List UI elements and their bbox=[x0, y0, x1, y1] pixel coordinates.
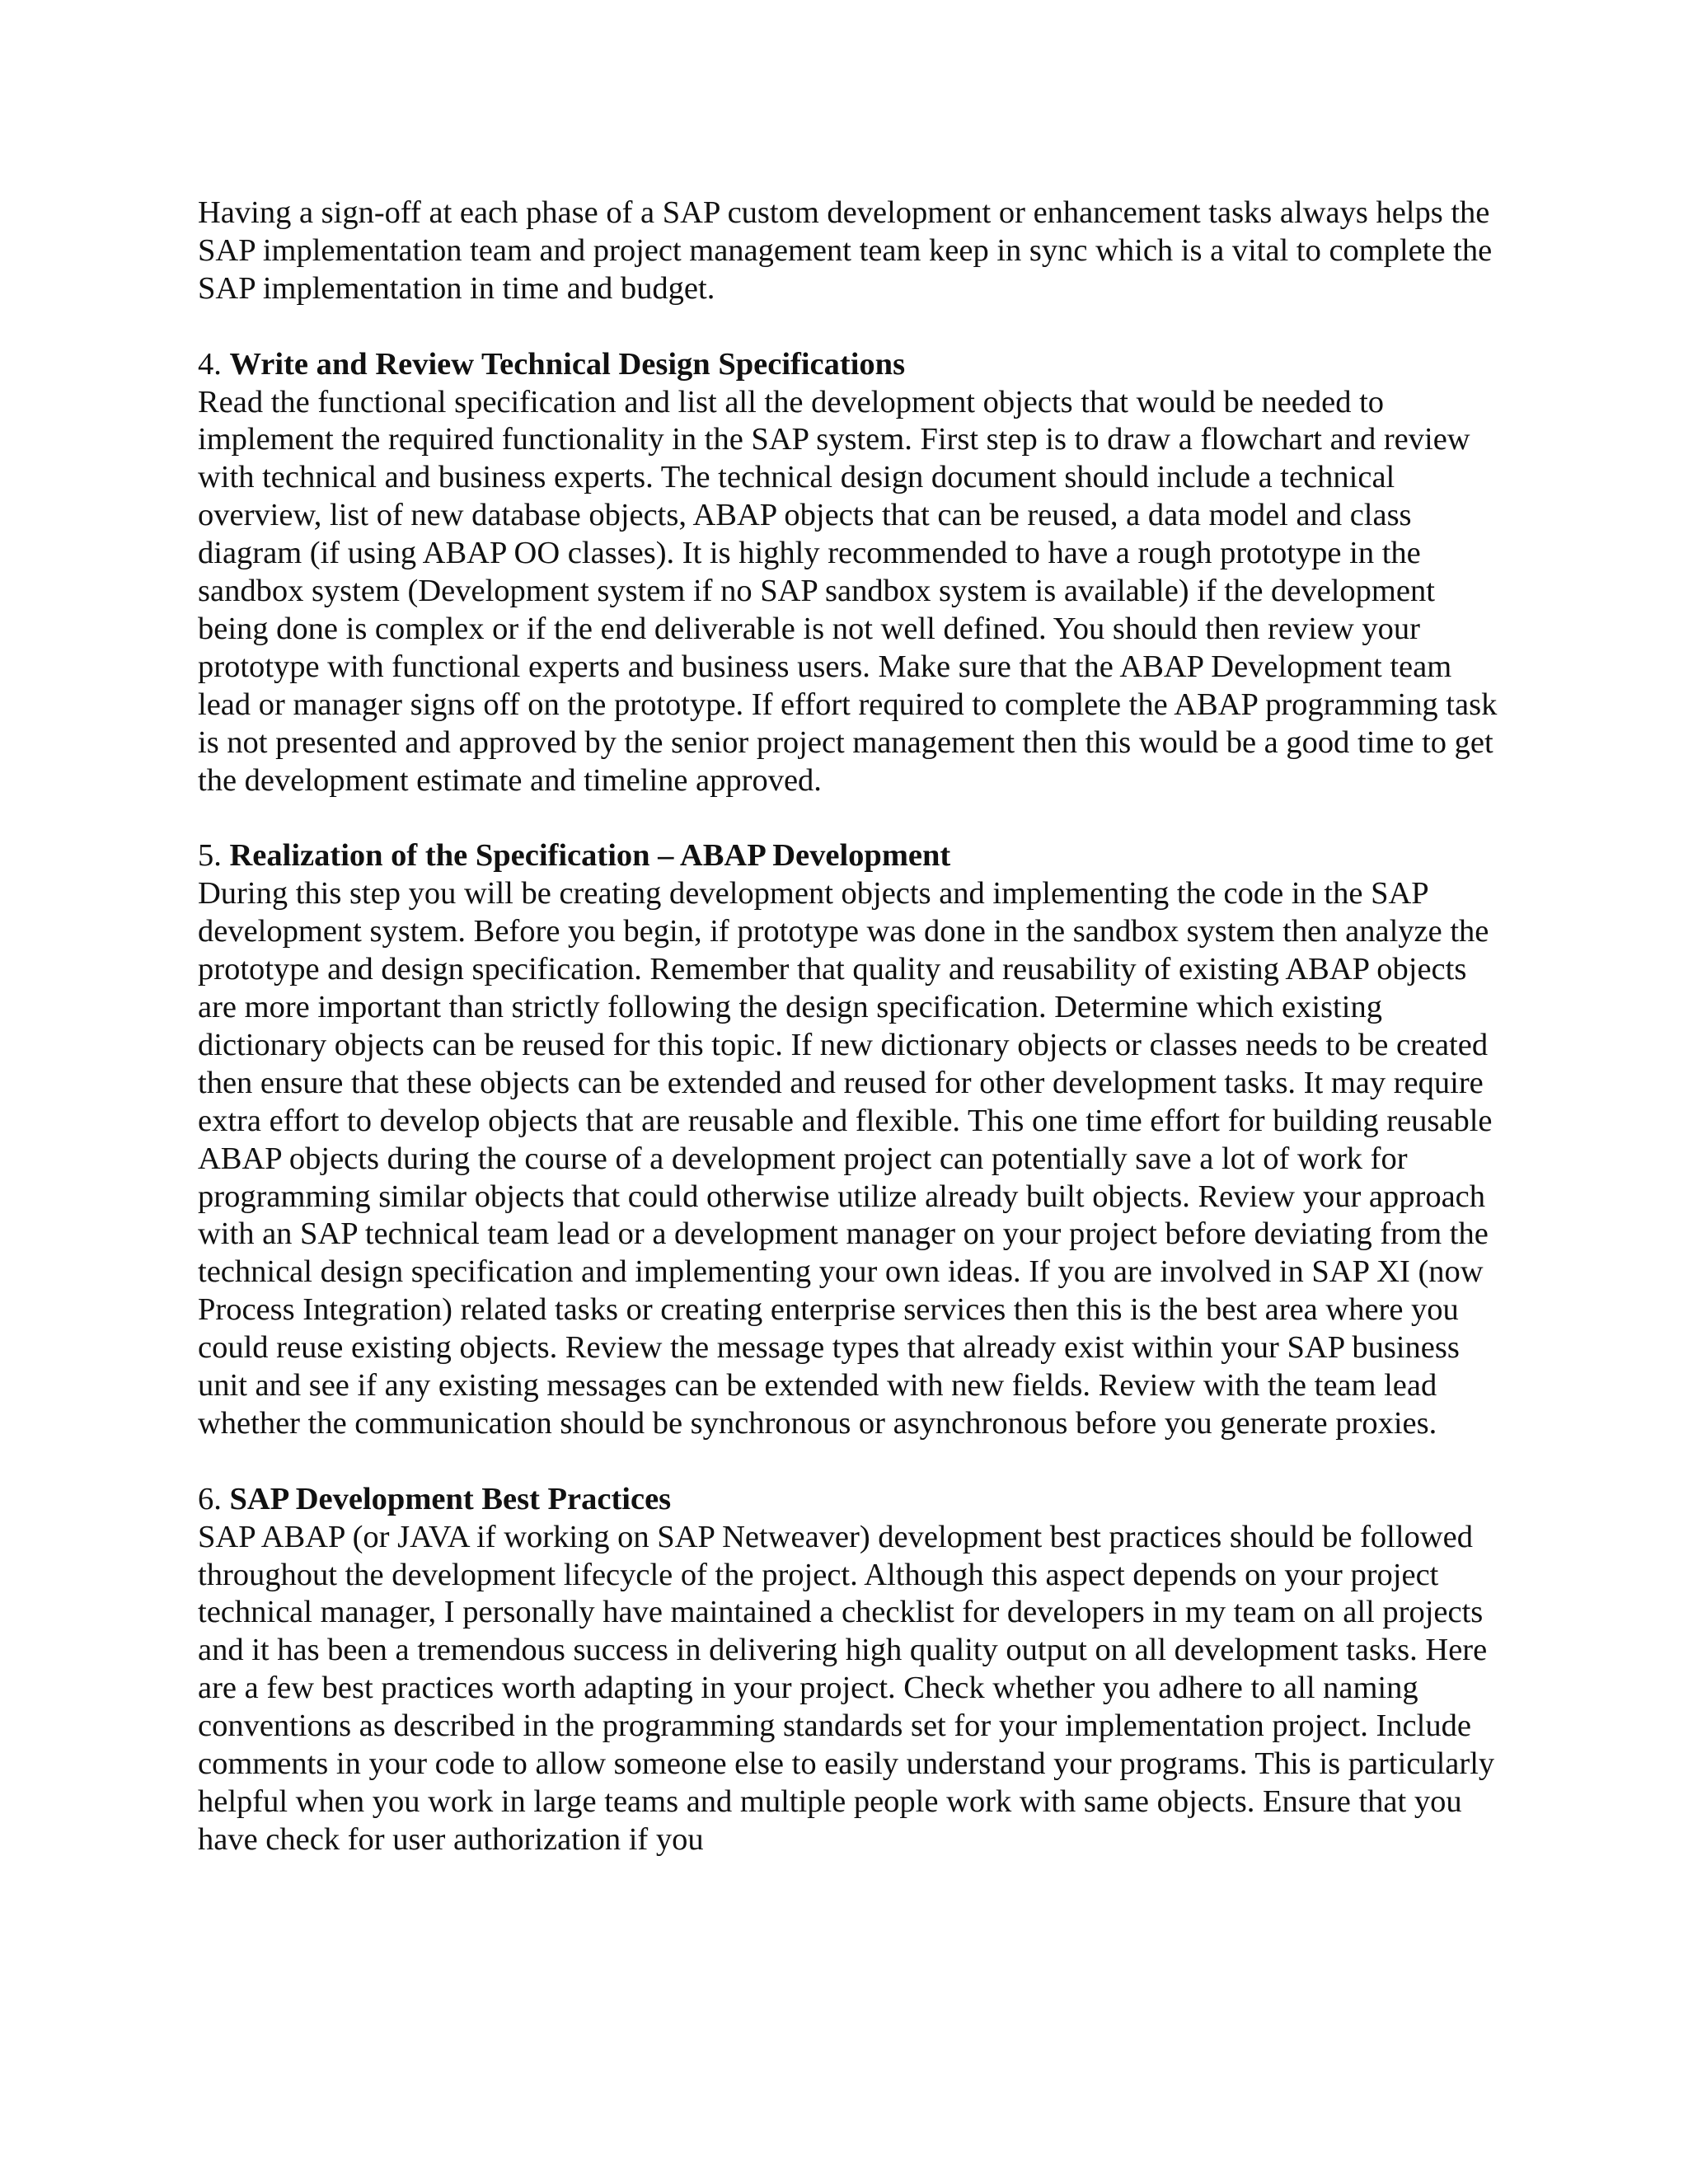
section-body: SAP ABAP (or JAVA if working on SAP Netweaver) development best practices should be followed throughout the development lifecycle of the project. Although this aspect depends on your project technical manager, I personally have maintained a checklist for developers in my team on all projects and it has been a tremendous success in delivering high quality output on all development tasks. Here are a few best practices worth adapting in your project. Check whether you adhere to all naming conventions as described in the programming standards set for your implementation project. Include comments in your code to allow someone else to easily understand your programs. This is particularly helpful when you work in large teams and multiple people work with same objects. Ensure that you have check for user authorization if you bbox=[198, 1519, 1495, 1857]
document-body bbox=[198, 194, 1500, 1897]
section-number: 4. bbox=[198, 346, 222, 382]
section-heading bbox=[198, 346, 1500, 384]
section-title: Write and Review Technical Design Specifications bbox=[229, 346, 906, 382]
section-body: Read the functional specification and list all the development objects that would be needed to implement the required functionality in the SAP system. First step is to draw a flowchart and review with technical and business experts. The technical design document should include a technical overview, list of new database objects, ABAP objects that can be reused, a data model and class diagram (if using ABAP OO classes). It is highly recommended to have a rough prototype in the sandbox system (Development system if no SAP sandbox system is available) if the development being done is complex or if the end deliverable is not well defined. You should then review your prototype with functional experts and business users. Make sure that the ABAP Development team lead or manager signs off on the prototype. If effort required to complete the ABAP programming task is not presented and approved by the senior project management then this would be a good time to get the development estimate and timeline approved. bbox=[198, 384, 1498, 798]
intro-paragraph: Having a sign-off at each phase of a SAP custom development or enhancement tasks always helps the SAP implementation team and project management team keep in sync which is a vital to complete the SAP implementation in time and budget. bbox=[198, 195, 1493, 306]
section-4 bbox=[198, 346, 1500, 800]
section-number: 6. bbox=[198, 1481, 222, 1516]
section-number: 5. bbox=[198, 838, 222, 874]
section-heading bbox=[198, 1481, 1500, 1519]
section-heading bbox=[198, 837, 1500, 875]
section-title: Realization of the Specification – ABAP Development bbox=[229, 838, 951, 874]
section-body: During this step you will be creating development objects and implementing the code in the SAP development system. Before you begin, if prototype was done in the sandbox system then analyze the prototype and design specification. Remember that quality and reusability of existing ABAP objects are more important than strictly following the design specification. Determine which existing dictionary objects can be reused for this topic. If new dictionary objects or classes needs to be created then ensure that these objects can be extended and reused for other development tasks. It may require extra effort to develop objects that are reusable and flexible. This one time effort for building reusable ABAP objects during the course of a development project can potentially save a lot of work for programming similar objects that could otherwise utilize already built objects. Review your approach with an SAP technical team lead or a development manager on your project before deviating from the technical design specification and implementing your own ideas. If you are involved in SAP XI (now Process Integration) related tasks or creating enterprise services then this is the best area where you could reuse existing objects. Review the message types that already exist within your SAP business unit and see if any existing messages can be extended with new fields. Review with the team lead whether the communication should be synchronous or asynchronous before you generate proxies. bbox=[198, 876, 1493, 1441]
section-title: SAP Development Best Practices bbox=[229, 1481, 672, 1516]
section-6 bbox=[198, 1481, 1500, 1859]
section-5 bbox=[198, 837, 1500, 1443]
